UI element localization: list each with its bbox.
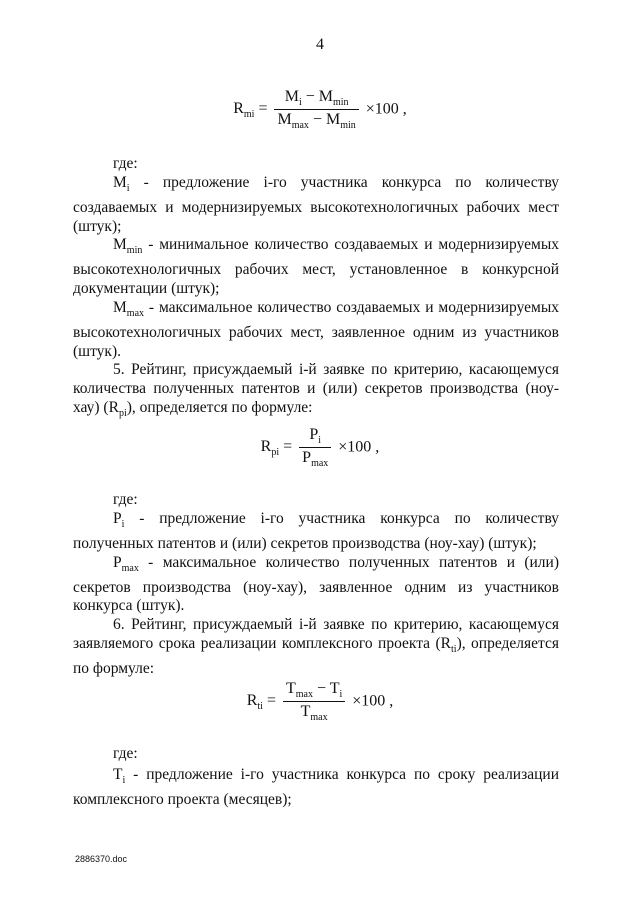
where-label: где:	[113, 155, 138, 172]
definition-m-max: $M_{max}$ - максимальное количество создаваемых и модернизируемых высокотехнологичных рабочих мест, заявленное одним из участников (штук).	[73, 298, 559, 360]
definition-m-i: $M_i$ - предложение i-го участника конкурса по количеству создаваемых и модернизируемых высокотехнологичных рабочих мест (штук);	[73, 174, 559, 235]
clause-5: 5. Рейтинг, присуждаемый i-й заявке по критерию, касающемуся количества полученных патентов и (или) секретов производства (ноу-хау) $(R_{pi})$, определяется по формуле:	[73, 361, 559, 420]
definition-p-i: $P_i$ - предложение i-го участника конкурса по количеству полученных патентов и (или) секретов производства (ноу-хау) (штук);	[73, 510, 559, 552]
definitions-block-2	[73, 510, 559, 679]
definition-t-i: $T_i$ - предложение i-го участника конкурса по сроку реализации комплексного проекта (месяцев);	[73, 766, 559, 808]
where-label: где:	[113, 491, 138, 508]
definition-m-min: $M_{min}$ - минимальное количество создаваемых и модернизируемых высокотехнологичных рабочих мест, установленное в конкурсной документации (штук);	[73, 236, 559, 298]
clause-6: 6. Рейтинг, присуждаемый i-й заявке по критерию, касающемуся заявляемого срока реализации комплексного проекта $(R_{ti})$, определяется по формуле:	[73, 616, 559, 677]
page-number: 4	[316, 36, 324, 53]
definitions-block-3	[73, 766, 559, 810]
where-label: где:	[113, 745, 138, 762]
document-filename: 2886370.doc	[75, 854, 128, 864]
formula-r-pi: $R_{pi}$ = $\frac{P_i}{P_{max}}$ ×100 ,	[260, 426, 380, 470]
formula-r-ti: $R_{ti}$ = $\frac{T_{max} - T_i}{T_{max}}$ ×100 ,	[246, 680, 394, 724]
definitions-block-1	[73, 174, 559, 424]
definition-p-max: $P_{max}$ - максимальное количество полученных патентов и (или) секретов производства (ноу-хау), заявленное одним из участников конкурса (штук).	[73, 553, 559, 615]
formula-r-mi: $R_{mi}$ = $\frac{M_i - M_{min}}{M_{max} - M_{min}}$ ×100 ,	[233, 88, 407, 132]
